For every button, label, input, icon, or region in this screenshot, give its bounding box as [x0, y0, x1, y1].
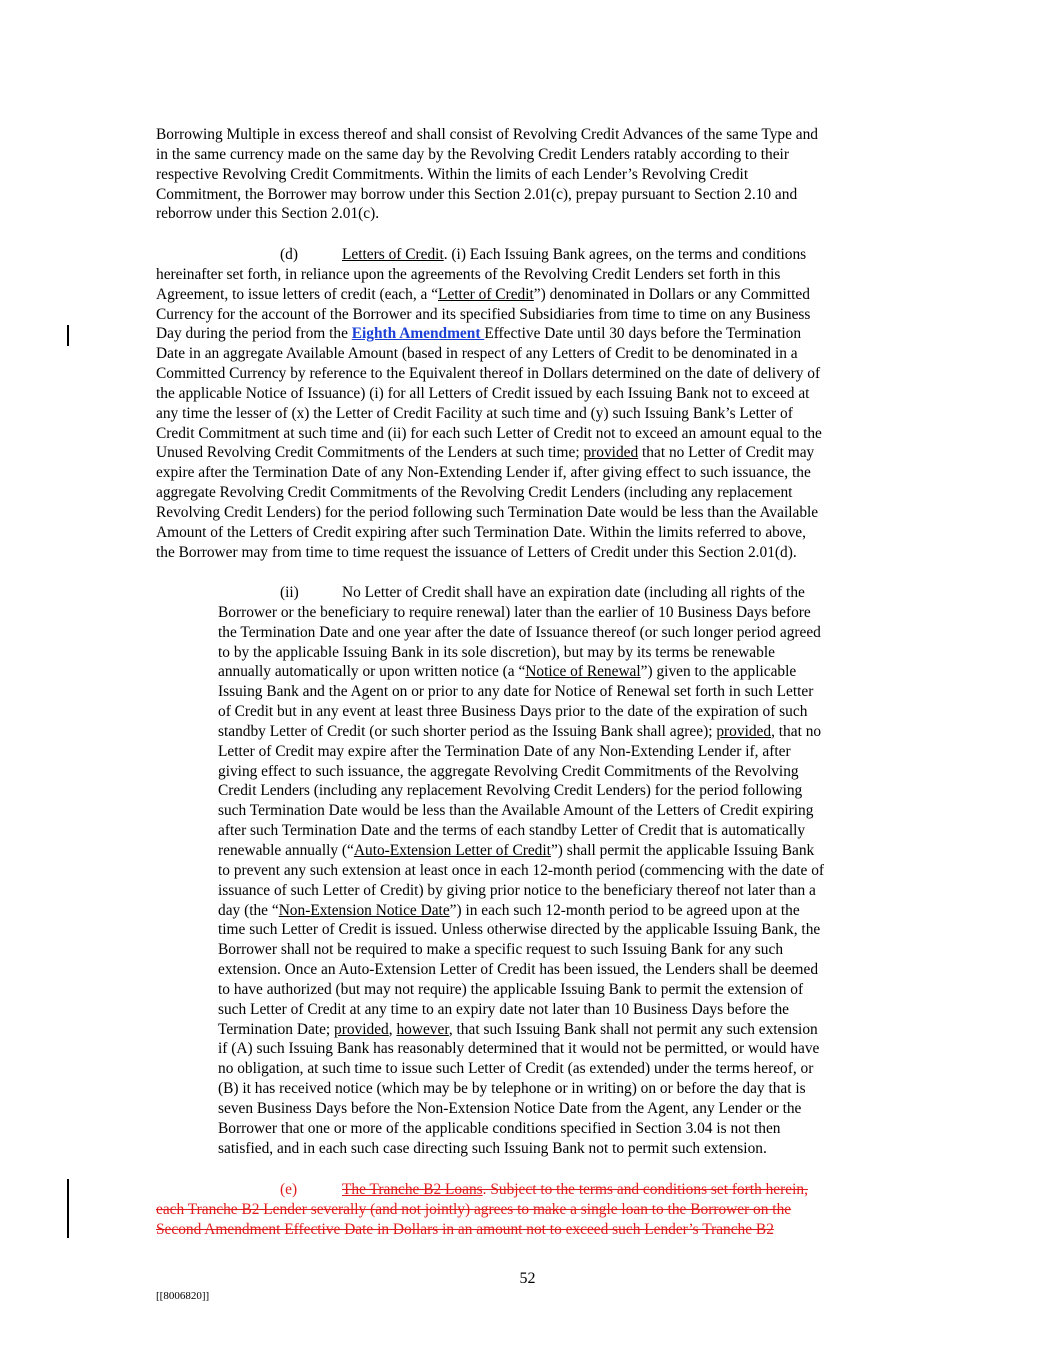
text-run: ”) denominated in Dollars or any Committed	[533, 285, 810, 303]
text-run: renewable annually (“	[218, 841, 354, 859]
text-line: Credit Commitment at such time and (ii) for each such Letter of Credit not to exceed an amount equal to the	[156, 424, 822, 442]
text-line: Borrower that one or more of the applicable conditions specified in Section 3.04 is not then	[218, 1119, 781, 1137]
text-line	[218, 841, 900, 861]
text-line: such Letter of Credit at any time to an expiry date not later than 10 Business Days before the	[218, 1000, 789, 1018]
section-number: (e)	[280, 1181, 298, 1198]
paragraph-e-deleted	[156, 1180, 901, 1240]
text-line: expire after the Termination Date of any Non-Extending Lender if, after giving effect to such issuance, the	[156, 464, 811, 482]
text-run: standby Letter of Credit (or such shorter period as the Issuing Bank shall agree);	[218, 722, 717, 740]
text-line: in the same currency made on the same day by the Revolving Credit Lenders ratably according to their	[156, 145, 789, 163]
defined-term: Auto-Extension Letter of Credit	[353, 841, 551, 859]
text-line	[218, 662, 900, 682]
text-line	[156, 285, 901, 305]
text-line: respective Revolving Credit Commitments. Within the limits of each Lender’s Revolving Credit	[156, 165, 749, 183]
text-run: . (i) Each Issuing Bank agrees, on the terms and conditions	[443, 246, 807, 263]
text-line: to by the applicable Issuing Bank in its sole discretion), but may by its terms be renewable	[218, 643, 775, 661]
text-run: Day during the period from the	[156, 325, 352, 343]
defined-term: provided	[334, 1020, 389, 1038]
text-line: reborrow under this Section 2.01(c).	[156, 205, 380, 223]
paragraph-d	[156, 245, 901, 563]
text-run: . Subject to the terms and conditions set forth herein,	[482, 1181, 808, 1198]
defined-term: Letter of Credit	[438, 285, 534, 303]
section-heading: Letters of Credit	[342, 246, 444, 263]
text-line: Borrowing Multiple in excess thereof and shall consist of Revolving Credit Advances of the same Type and	[156, 126, 819, 143]
text-line	[156, 324, 901, 344]
inserted-text: Eighth Amendment	[351, 325, 485, 343]
text-line: Borrower shall not be required to make a specific request to such Issuing Bank for any such	[218, 941, 784, 959]
text-line: Borrower or the beneficiary to require renewal) later than the earlier of 10 Business Days before	[218, 603, 811, 621]
text-line	[156, 245, 901, 265]
text-line: such Termination Date would be less than the Available Amount of the Letters of Credit expiring	[218, 802, 814, 820]
page-number: 52	[519, 1270, 536, 1287]
defined-term: Non-Extension Notice Date	[278, 901, 450, 919]
defined-term: provided	[716, 722, 772, 740]
text-run: , that such Issuing Bank shall not permit any such extension	[448, 1020, 818, 1038]
paragraph-c-continuation	[156, 125, 901, 224]
text-line	[218, 1020, 900, 1040]
defined-term: however	[396, 1020, 449, 1038]
text-line: of Credit but in any event at least three Business Days prior to the date of the expiration of such	[218, 703, 808, 721]
text-line: time such Letter of Credit is issued. Unless otherwise directed by the applicable Issuing Bank, the	[218, 921, 821, 939]
text-line: issuance of such Letter of Credit) by giving prior notice to the beneficiary thereof not later than a	[218, 881, 816, 899]
text-run: ,	[388, 1020, 397, 1038]
text-line: to prevent any such extension at least once in each 12-month period (commencing with the date of	[218, 861, 825, 879]
text-line: seven Business Days before the Non-Extension Notice Date from the Agent, any Lender or the	[218, 1099, 802, 1117]
text-line: extension. Once an Auto-Extension Letter of Credit has been issued, the Lenders shall be deemed	[218, 961, 819, 979]
text-line: Issuing Bank and the Agent on or prior to any date for Notice of Renewal set forth in such Letter	[218, 683, 814, 701]
text-run: ”) shall permit the applicable Issuing Bank	[550, 841, 815, 859]
text-line: Amount of the Letters of Credit expiring after such Termination Date. Within the limits referred to above,	[156, 523, 806, 541]
text-line: Currency for the account of the Borrower and its specified Subsidiaries from time to time on any Business	[156, 305, 811, 323]
text-line: to have authorized (but may not require) the applicable Issuing Bank to permit the extension of	[218, 980, 804, 998]
section-number: (ii)	[280, 584, 299, 601]
deleted-line: each Tranche B2 Lender severally (and not jointly) agrees to make a single loan to the Borrower on the	[156, 1200, 792, 1218]
text-run: Agreement, to issue letters of credit (each, a “	[156, 285, 439, 303]
text-line: (B) it has received notice (which may be by telephone or in writing) on or before the day that is	[218, 1080, 806, 1098]
change-bar	[67, 1179, 69, 1238]
text-line	[218, 901, 900, 921]
text-line: after such Termination Date and the terms of each standby Letter of Credit that is automatically	[218, 822, 806, 840]
text-line: Credit Lenders (including any replacement Revolving Credit Lenders) for the period following	[218, 782, 803, 800]
text-line	[218, 583, 900, 603]
section-number: (d)	[280, 246, 298, 263]
defined-term: Notice of Renewal	[525, 663, 641, 681]
text-line: if (A) such Issuing Bank has reasonably determined that it would not be permitted, or would have	[218, 1040, 820, 1058]
text-run: ”) given to the applicable	[640, 663, 797, 681]
text-line: Commitment, the Borrower may borrow under this Section 2.01(c), prepay pursuant to Section 2.10 and	[156, 185, 798, 203]
text-run: Unused Revolving Credit Commitments of the Lenders at such time;	[156, 444, 584, 462]
text-run: Effective Date until 30 days before the Termination	[484, 325, 802, 343]
text-run: that no Letter of Credit may	[638, 444, 815, 462]
text-run: ”) in each such 12-month period to be agreed upon at the	[449, 901, 800, 919]
text-line	[218, 722, 900, 742]
text-run: annually automatically or upon written notice (a “	[218, 663, 526, 681]
text-line: the applicable Notice of Issuance) (i) for all Letters of Credit issued by each Issuing Bank not to exceed at	[156, 384, 810, 402]
paragraph-ii	[218, 583, 900, 1158]
text-line: satisfied, and in each such case directing such Issuing Bank not to permit such extension.	[218, 1139, 767, 1157]
text-line: no obligation, at such time to issue such Letter of Credit (as extended) under the terms hereof, or	[218, 1060, 814, 1078]
text-line: giving effect to such issuance, the aggregate Revolving Credit Commitments of the Revolving	[218, 762, 799, 780]
text-run: day (the “	[218, 901, 279, 919]
document-id: [[8006820]]	[156, 1290, 210, 1302]
section-heading: The Tranche B2 Loans	[342, 1181, 483, 1198]
text-line: the Termination Date and one year after the date of Issuance thereof (or such longer period agreed	[218, 623, 821, 641]
text-line: hereinafter set forth, in reliance upon the agreements of the Revolving Credit Lenders set forth in this	[156, 265, 781, 283]
text-run: Termination Date;	[218, 1020, 335, 1038]
text-line: aggregate Revolving Credit Commitments of the Revolving Credit Lenders (including any replacement	[156, 484, 793, 502]
deleted-line: Second Amendment Effective Date in Dollars in an amount not to exceed such Lender’s Tranche B2	[156, 1220, 774, 1238]
text-line	[156, 443, 901, 463]
text-run: No Letter of Credit shall have an expiration date (including all rights of the	[342, 584, 805, 601]
deleted-line	[156, 1180, 901, 1200]
change-bar	[67, 325, 69, 346]
text-line: Date in an aggregate Available Amount (based in respect of any Letters of Credit to be denominated in a	[156, 345, 798, 363]
defined-term: provided	[583, 444, 639, 462]
text-line: Revolving Credit Lenders) for the period following such Termination Date would be less than the Available	[156, 503, 819, 521]
text-line: Letter of Credit may expire after the Termination Date of any Non-Extending Lender if, after	[218, 742, 791, 760]
text-line: Committed Currency by reference to the Equivalent thereof in Dollars determined on the date of delivery of	[156, 365, 821, 383]
text-run: , that no	[771, 722, 822, 740]
text-line: the Borrower may from time to time request the issuance of Letters of Credit under this Section 2.01(d).	[156, 543, 797, 561]
text-line: any time the lesser of (x) the Letter of Credit Facility at such time and (y) such Issuing Bank’s Letter of	[156, 404, 793, 422]
